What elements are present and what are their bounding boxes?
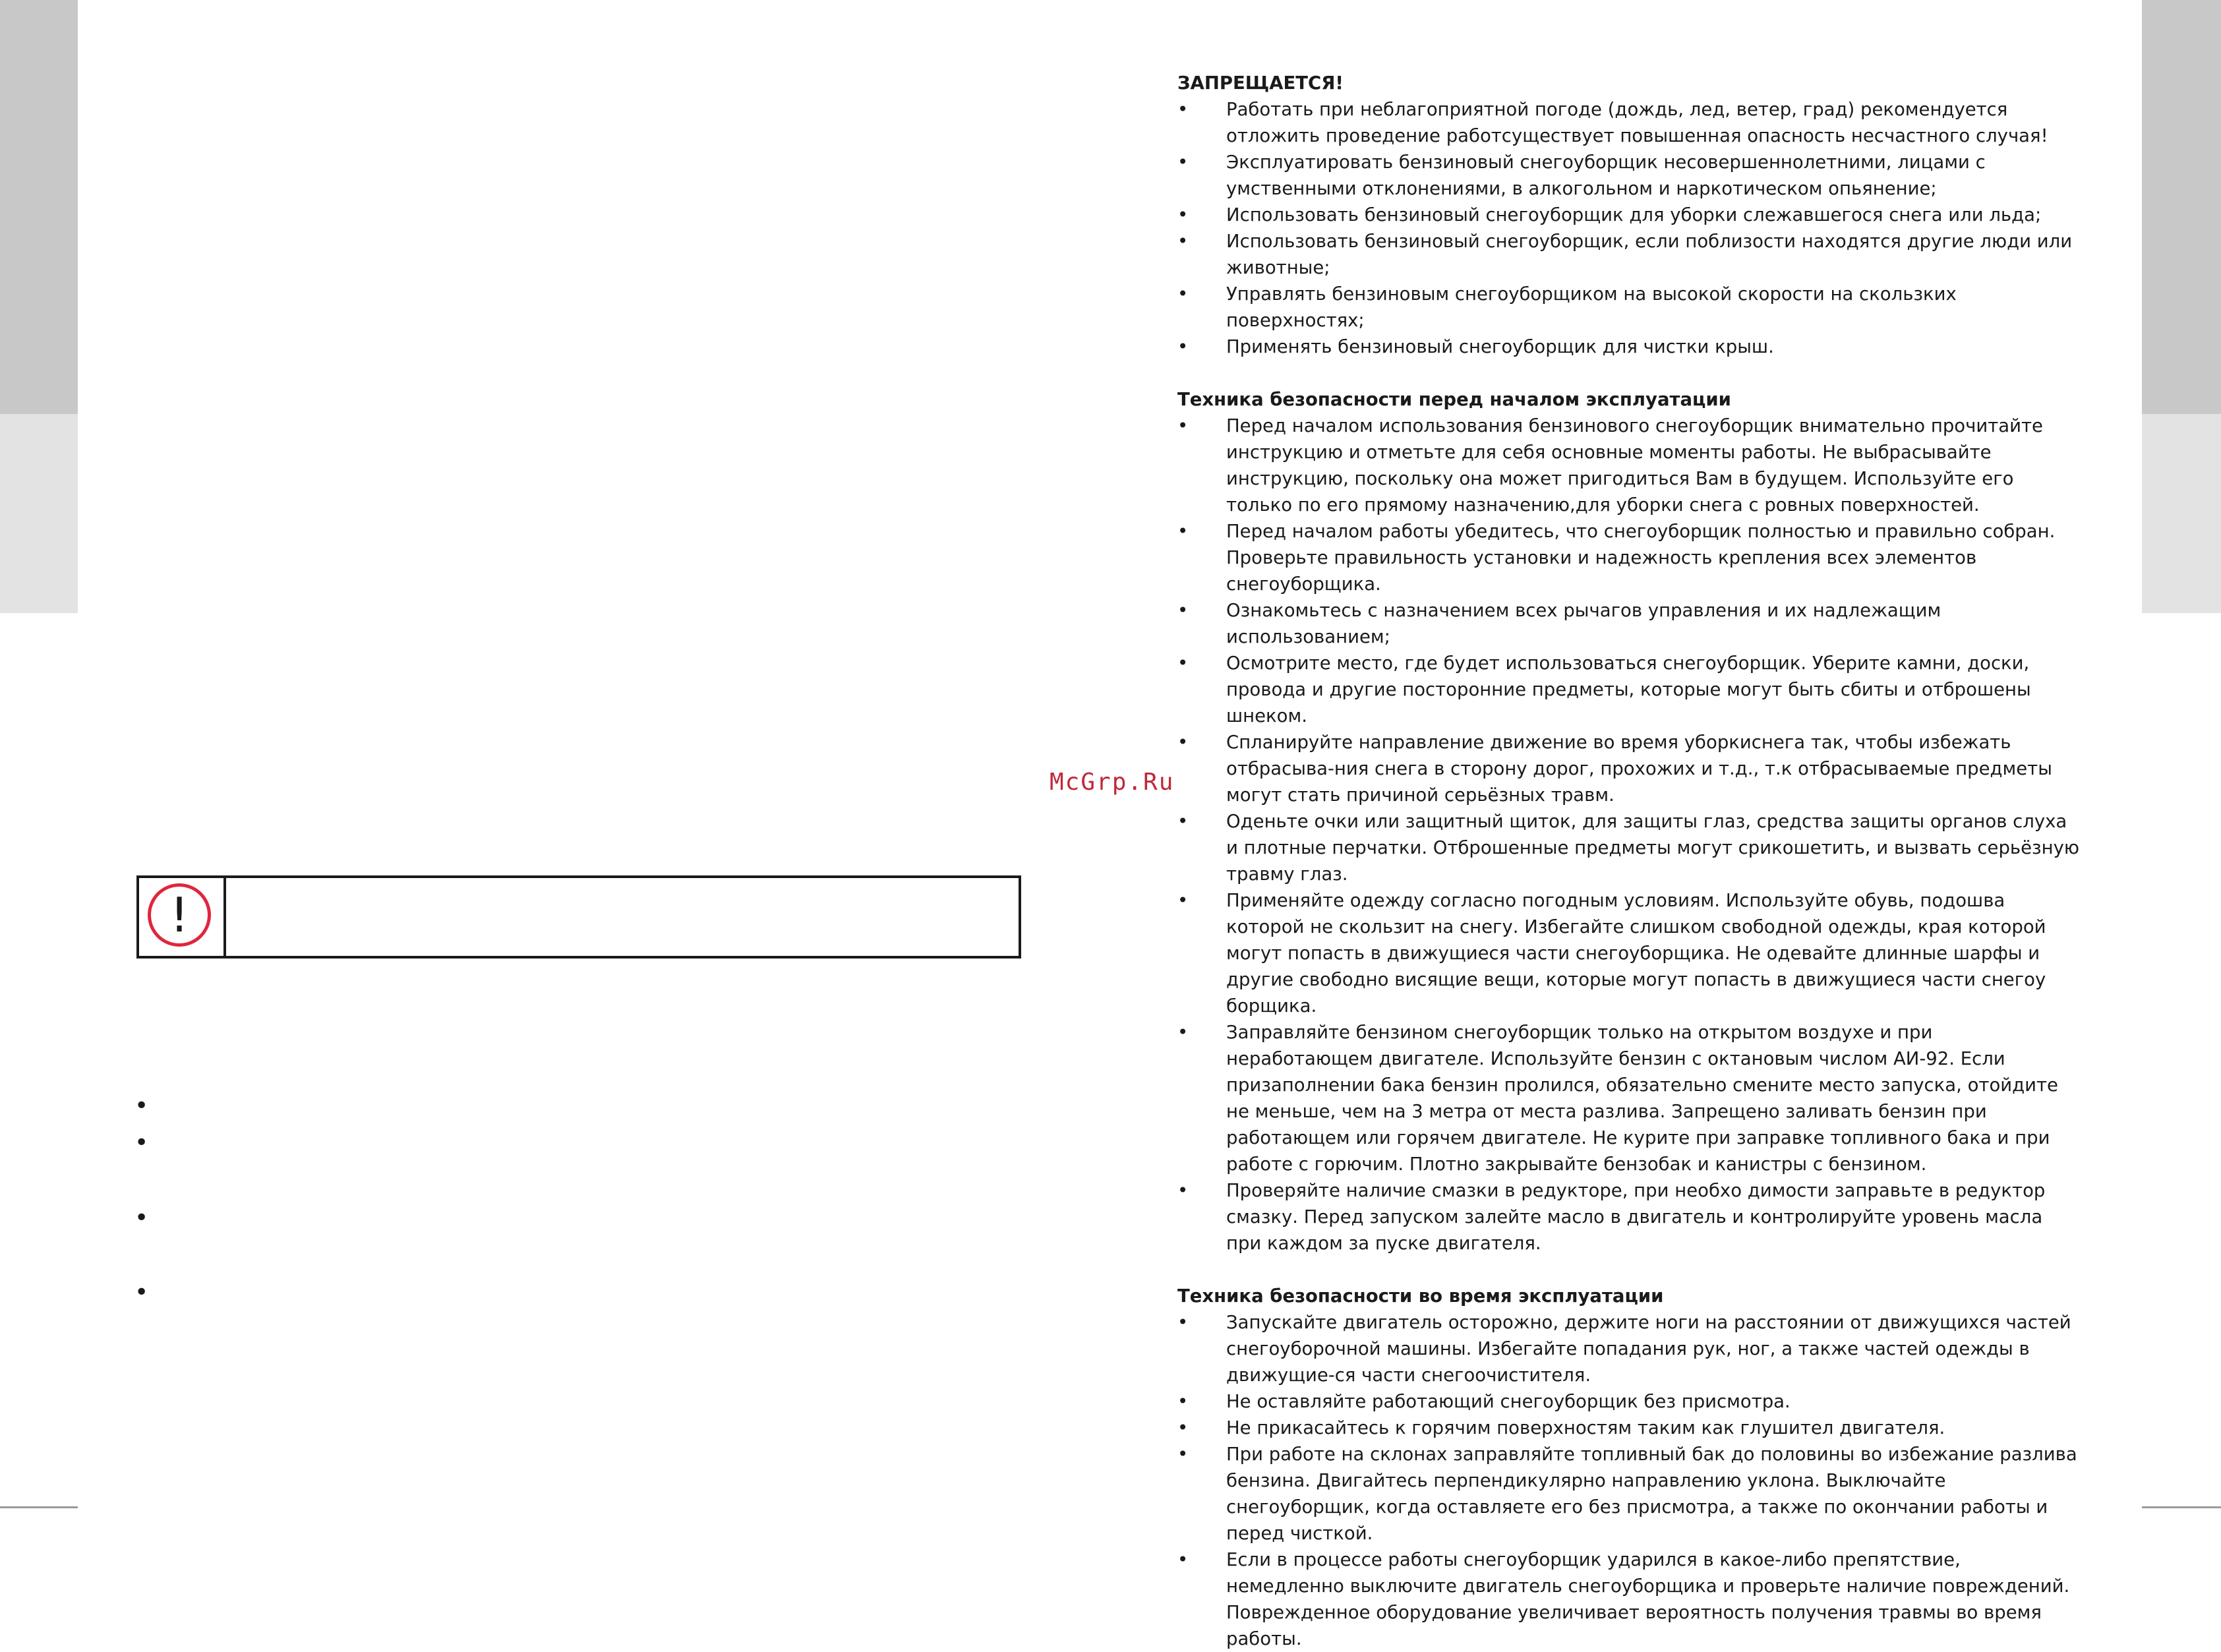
list-item: • Управлять бензиновым снегоуборщиком на высокой скорости на скользких поверхностях;: [1177, 281, 2081, 334]
list-item: • Работать при неблагоприятной погоде (дождь, лед, ветер, град) рекомендуется отложить проведение работсуществует повышенная опасность несчастного случая!: [1177, 96, 2081, 149]
exclamation-icon: [148, 883, 211, 947]
list-item: • Не оставляйте работающий снегоуборщик без присмотра.: [1177, 1388, 2081, 1415]
list-item: • Не прикасайтесь к горячим поверхностям таким как глушител двигателя.: [1177, 1415, 2081, 1441]
section-gap: [1177, 360, 2081, 386]
during-use-list: [1177, 1309, 2081, 1652]
warning-box: [136, 875, 1021, 959]
section-heading-during-use: Техника безопасности во время эксплуатации: [1177, 1285, 1664, 1307]
right-margin-band-dark: [2142, 0, 2221, 414]
left-bullet: •: [134, 1129, 149, 1156]
exclamation-glyph: !: [169, 887, 189, 943]
left-margin-band-light: [0, 414, 78, 613]
list-item: • Если в процессе работы снегоуборщик ударился в какое-либо препятствие, немедленно выключите двигатель снегоуборщика и проверьте наличие повреждений. Поврежденное оборудование увеличивает вероятность получения травмы во время работы.: [1177, 1547, 2081, 1652]
before-use-list: [1177, 413, 2081, 1256]
list-item: • Использовать бензиновый снегоуборщик для уборки слежавшегося снега или льда;: [1177, 202, 2081, 228]
list-item: • Применять бензиновый снегоуборщик для чистки крыш.: [1177, 334, 2081, 360]
list-item: • Перед началом работы убедитесь, что снегоуборщик полностью и правильно собран. Проверьте правильность установки и надежность крепления всех элементов снегоуборщика.: [1177, 518, 2081, 597]
left-bullet: •: [134, 1279, 149, 1306]
list-item: • Проверяйте наличие смазки в редукторе, при необхо димости заправьте в редуктор смазку. Перед запуском залейте масло в двигатель и контролируйте уровень масла при каждом за пуске двигателя.: [1177, 1177, 2081, 1256]
section-heading-prohibited: ЗАПРЕЩАЕТСЯ!: [1177, 73, 1344, 94]
right-margin-band-light: [2142, 414, 2221, 613]
right-page-text: [1177, 70, 2081, 1652]
list-item: • Оденьте очки или защитный щиток, для защиты глаз, средства защиты органов слуха и плотные перчатки. Отброшенные предметы могут срикошетить, и вызвать серьёзную травму глаз.: [1177, 808, 2081, 887]
prohibited-list: [1177, 96, 2081, 360]
list-item: • Ознакомьтесь с назначением всех рычагов управления и их надлежащим использованием;: [1177, 597, 2081, 650]
list-item: • Запускайте двигатель осторожно, держите ноги на расстоянии от движущихся частей снегоуборочной машины. Избегайте попадания рук, ног, а также частей одежды в движущие-ся части снегоочистителя.: [1177, 1309, 2081, 1388]
section-gap: [1177, 1256, 2081, 1283]
list-item: • Использовать бензиновый снегоуборщик, если поблизости находятся другие люди или животные;: [1177, 228, 2081, 281]
section-heading-before-use: Техника безопасности перед началом эксплуатации: [1177, 389, 1731, 410]
list-item: • Применяйте одежду согласно погодным условиям. Используйте обувь, подошва которой не скользит на снегу. Избегайте слишком свободной одежды, края которой могут попасть в движущиеся части снегоуборщика. Не одевайте длинные шарфы и другие свободно висящие вещи, которые могут попасть в движущиеся части снегоу борщика.: [1177, 887, 2081, 1019]
left-margin-band-dark: [0, 0, 78, 414]
list-item: • Спланируйте направление движение во время уборкиснега так, чтобы избежать отбрасыва-ния снега в сторону дорог, прохожих и т.д., т.к отбрасываемые предметы могут стать причиной серьёзных травм.: [1177, 729, 2081, 808]
list-item: • Осмотрите место, где будет использоваться снегоуборщик. Уберите камни, доски, провода и другие посторонние предметы, которые могут быть сбиты и отброшены шнеком.: [1177, 650, 2081, 729]
list-item: • Перед началом использования бензинового снегоуборщик внимательно прочитайте инструкцию и отметьте для себя основные моменты работы. Не выбрасывайте инструкцию, поскольку она может пригодиться Вам в будущем. Используйте его только по его прямому назначению,для уборки снега с ровных поверхностей.: [1177, 413, 2081, 518]
list-item: • Заправляйте бензином снегоуборщик только на открытом воздухе и при неработающем двигателе. Используйте бензин с октановым числом АИ-92. Если призаполнении бака бензин пролился, обязательно смените место запуска, отойдите не меньше, чем на 3 метра от места разлива. Запрещено заливать бензин при работающем или горячем двигателе. Не курите при заправке топливного бака и при работе с горючим. Плотно закрывайте бензобак и канистры с бензином.: [1177, 1019, 2081, 1177]
list-item: • При работе на склонах заправляйте топливный бак до половины во избежание разлива бензина. Двигайтесь перпендикулярно направлению уклона. Выключайте снегоуборщик, когда оставляете его без присмотра, а также по окончании работы и перед чисткой.: [1177, 1441, 2081, 1547]
list-item: • Эксплуатировать бензиновый снегоуборщик несовершеннолетними, лицами с умственными отклонениями, в алкогольном и наркотическом опьянение;: [1177, 149, 2081, 202]
left-bullet: •: [134, 1092, 149, 1119]
left-bullet: •: [134, 1204, 149, 1231]
right-footer-line: [2142, 1506, 2221, 1508]
watermark: McGrp.Ru: [1050, 769, 1175, 796]
warning-icon-cell: [139, 878, 226, 956]
left-footer-line: [0, 1506, 78, 1508]
